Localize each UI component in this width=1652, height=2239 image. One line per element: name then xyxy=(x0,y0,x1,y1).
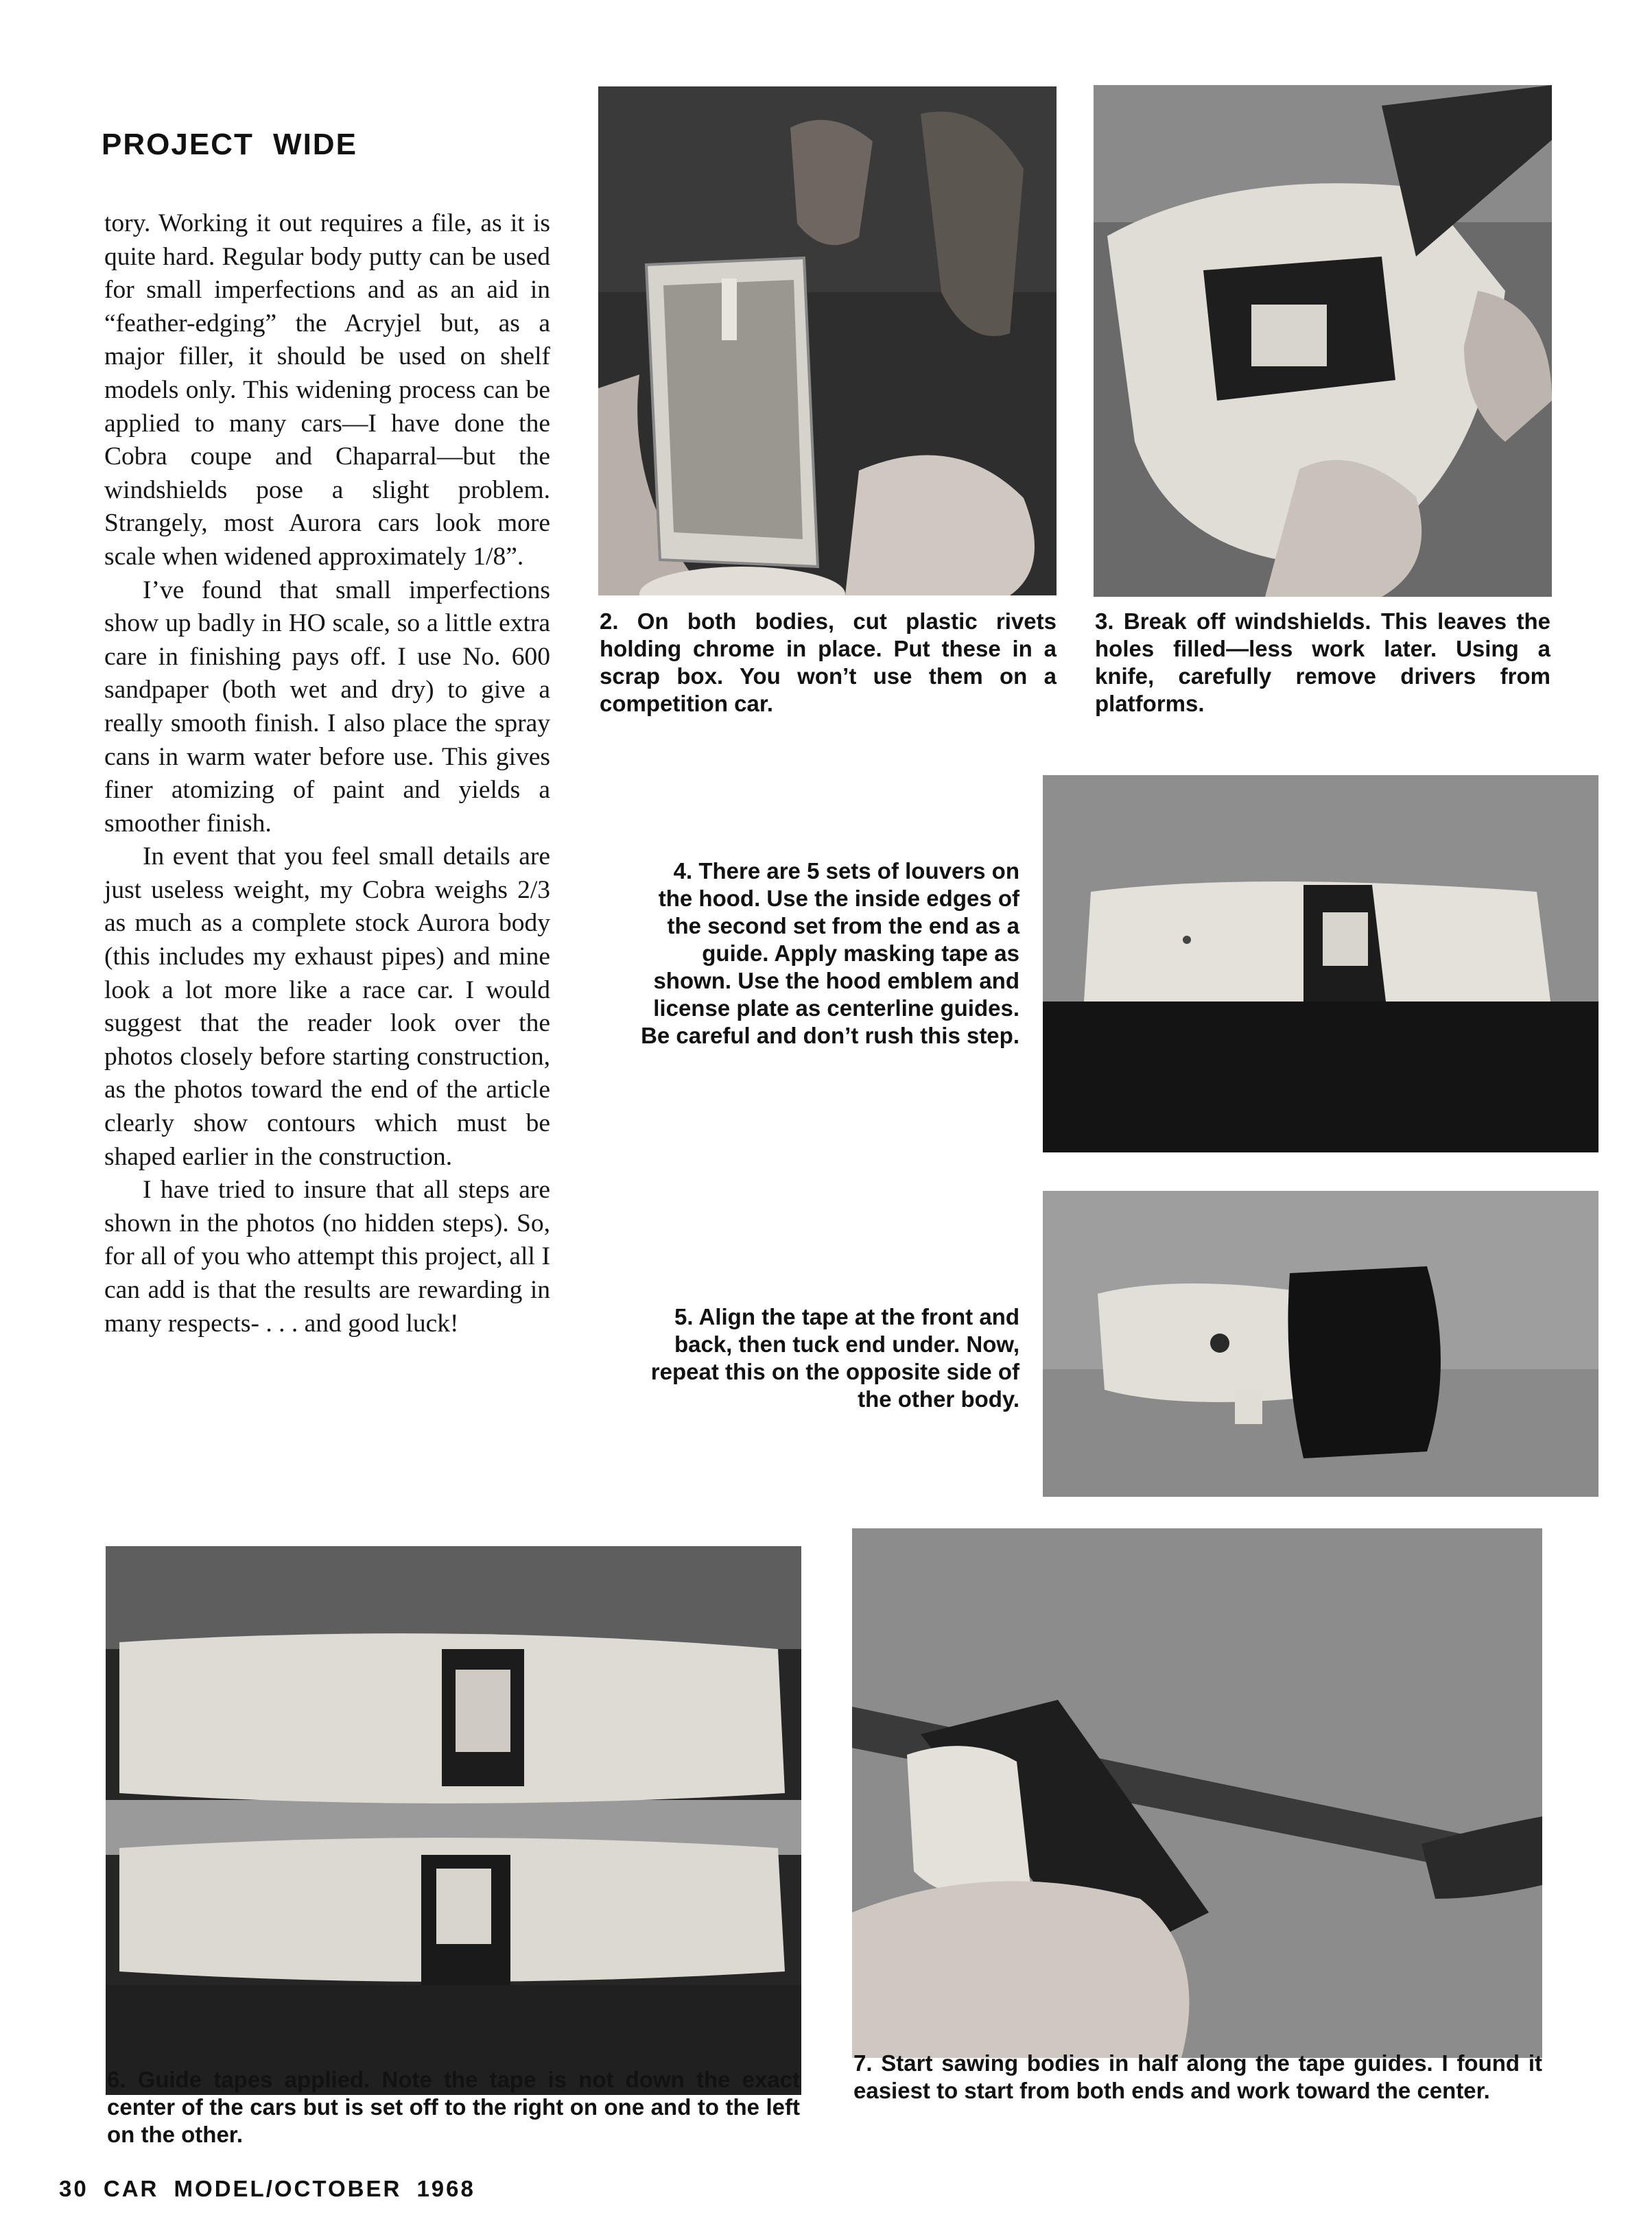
section-title: PROJECT WIDE xyxy=(102,128,357,161)
photo-4-caption: 4. There are 5 sets of louvers on the hood. Use the inside edges of the second set from the end as a guide. Apply masking tape as shown. Use the hood emblem and license plate as centerline guides. Be careful and don’t rush this step. xyxy=(641,858,1019,1048)
photo-2-caption: 2. On both bodies, cut plastic rivets holding chrome in place. Put these in a scrap box. You won’t use them on a competition car. xyxy=(600,608,1057,716)
photo-6-guide-tapes xyxy=(106,1546,801,2095)
article-body xyxy=(104,207,550,1340)
photo-4-image xyxy=(1043,775,1598,1152)
body-paragraph: tory. Working it out requires a file, as it is quite hard. Regular body putty can be used for small imperfections and as an aid in “feather-edging” the Acryjel but, as a major filler, it should be used on shelf models only. This widening process can be applied to many cars—I have done the Cobra coupe and Chaparral—but the windshields pose a slight problem. Strangely, most Aurora cars look more scale when widened approximately 1/8”. xyxy=(104,209,550,571)
photo-3-caption: 3. Break off windshields. This leaves the holes filled—less work later. Using a knife, carefully remove drivers from platforms. xyxy=(1095,608,1550,716)
photo-7-caption: 7. Start sawing bodies in half along the tape guides. I found it easiest to start from both ends and work toward the center. xyxy=(853,2050,1542,2103)
photo-6-image xyxy=(106,1546,801,2095)
photo-3-breaking-windshields xyxy=(1094,85,1552,597)
photo-2-cutting-rivets xyxy=(598,86,1057,595)
photo-4-masking-tape xyxy=(1043,775,1598,1152)
photo-5-image xyxy=(1043,1191,1598,1497)
page-number: 30 xyxy=(59,2176,88,2201)
publication-name: CAR MODEL/OCTOBER 1968 xyxy=(103,2176,475,2201)
photo-7-sawing-bodies xyxy=(852,1528,1542,2058)
page-footer xyxy=(59,2176,475,2202)
photo-3-image xyxy=(1094,85,1552,597)
body-paragraph: In event that you feel small details are just useless weight, my Cobra weighs 2/3 as much as a complete stock Aurora body (this includes my exhaust pipes) and mine look a lot more like a race car. I would suggest that the reader look over the photos closely before starting construction, as the photos toward the end of the article clearly show contours which must be shaped earlier in the construction. xyxy=(104,842,550,1171)
photo-5-caption: 5. Align the tape at the front and back, then tuck end under. Now, repeat this on the opposite side of the other body. xyxy=(650,1304,1019,1412)
photo-2-image xyxy=(598,86,1057,595)
photo-7-image xyxy=(852,1528,1542,2058)
body-paragraph: I have tried to insure that all steps are shown in the photos (no hidden steps). So, for all of you who attempt this project, all I can add is that the results are rewarding in many respects- . . . and good luck! xyxy=(104,1176,550,1338)
body-paragraph: I’ve found that small imperfections show up badly in HO scale, so a little extra care in finishing pays off. I use No. 600 sandpaper (both wet and dry) to give a really smooth finish. I also place the spray cans in warm water before use. This gives finer atomizing of paint and yields a smoother finish. xyxy=(104,576,550,838)
photo-5-aligning-tape xyxy=(1043,1191,1598,1497)
photo-6-caption: 6. Guide tapes applied. Note the tape is not down the exact center of the cars but is set off to the right on one and to the left on the other. xyxy=(107,2067,800,2147)
